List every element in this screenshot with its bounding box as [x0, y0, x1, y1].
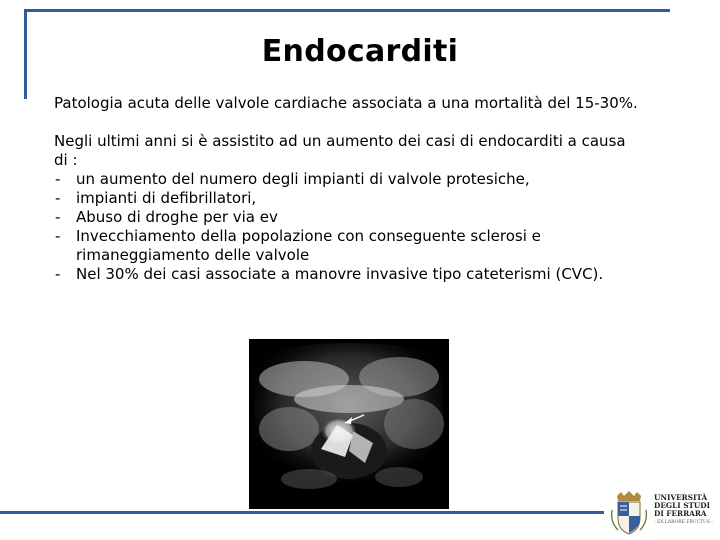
- bullet-dash: -: [55, 189, 61, 207]
- echocardiogram-image: [249, 339, 449, 509]
- cause-item: [54, 170, 674, 189]
- cause-text: Abuso di droghe per via ev: [76, 208, 278, 226]
- crest-icon: [606, 490, 652, 536]
- cause-text: Nel 30% dei casi associate a manovre invasive tipo cateterismi (CVC).: [76, 265, 604, 283]
- echocardiogram-graphic: [249, 339, 449, 509]
- slide-title: Endocarditi: [261, 34, 459, 69]
- lead-line-1: Negli ultimi anni si è assistito ad un aumento dei casi di endocarditi a causa: [54, 132, 626, 150]
- cause-text: rimaneggiamento delle valvole: [76, 246, 310, 264]
- logo-line-2: DEGLI STUDI: [654, 501, 711, 511]
- cause-list: [54, 170, 674, 284]
- paragraph-spacer: [54, 113, 674, 132]
- logo-line-1: UNIVERSITÀ: [654, 493, 708, 502]
- slide-body: [54, 94, 674, 284]
- logo-wordmark: [654, 494, 716, 527]
- cause-text: impianti di defibrillatori,: [76, 189, 257, 207]
- cause-item-continuation: [54, 246, 674, 265]
- header-frame-top-rule: [24, 9, 670, 12]
- cause-item: [54, 265, 674, 284]
- cause-item: [54, 208, 674, 227]
- cause-item: [54, 189, 674, 208]
- bullet-dash: -: [55, 208, 61, 226]
- bullet-dash: -: [55, 170, 61, 188]
- cause-text: Invecchiamento della popolazione con conseguente sclerosi e: [76, 227, 541, 245]
- bullet-dash: -: [55, 265, 61, 283]
- university-logo: [606, 490, 716, 536]
- cause-text: un aumento del numero degli impianti di valvole protesiche,: [76, 170, 530, 188]
- bullet-dash: -: [55, 227, 61, 245]
- logo-motto: - EX LABORE FRUCTUS -: [654, 519, 713, 525]
- logo-line-3: DI FERRARA: [654, 509, 707, 519]
- intro-paragraph: Patologia acuta delle valvole cardiache associata a una mortalità del 15-30%.: [54, 94, 638, 112]
- lead-line-2: di :: [54, 151, 78, 169]
- footer-rule: [0, 511, 604, 514]
- cause-item: [54, 227, 674, 246]
